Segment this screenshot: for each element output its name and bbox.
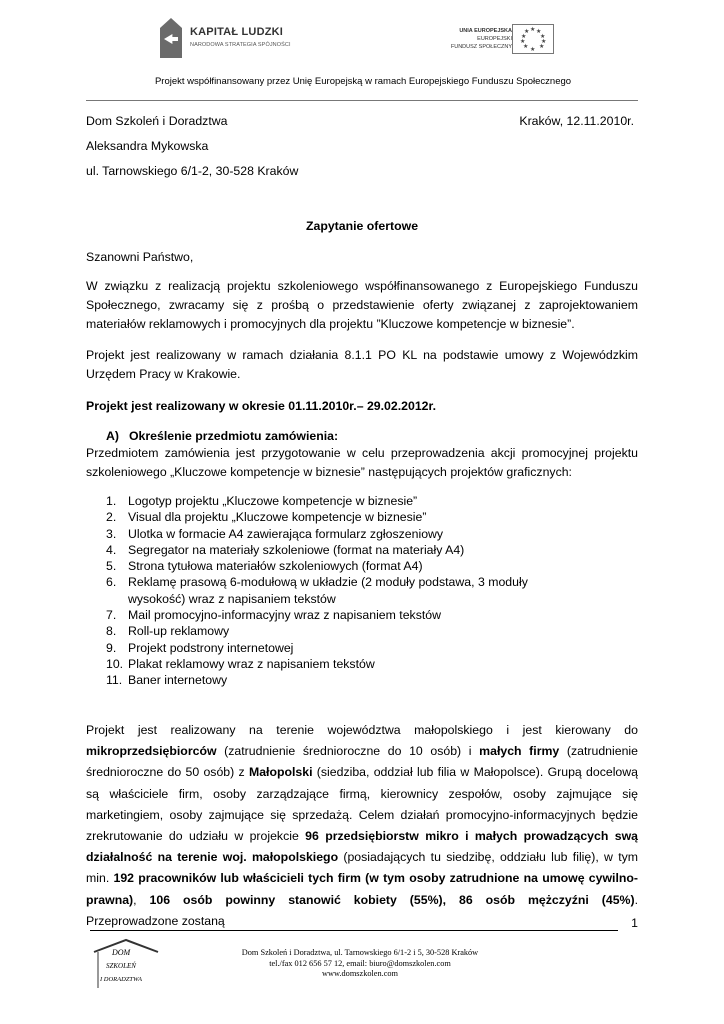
footer-website: www.domszkolen.com [322,969,398,978]
project-period: Projekt jest realizowany w okresie 01.11.2010r.– 29.02.2012r. [86,399,437,413]
list-item: 11. Baner internetowy [106,673,228,688]
footer-address: Dom Szkoleń i Doradztwa, ul. Tarnowskiego 6/1-2 i 5, 30-528 Kraków [241,948,479,957]
salutation: Szanowni Państwo, [86,250,194,264]
list-item: 2. Visual dla projektu „Kluczowe kompetencje w biznesie” [106,510,427,525]
document-title: Zapytanie ofertowe [305,219,419,233]
place-date: Kraków, 12.11.2010r. [519,114,634,128]
list-item: 7. Mail promocyjno-informacyjny wraz z napisaniem tekstów [106,608,441,623]
section-a-marker: A) [106,429,119,443]
sender-org: Dom Szkoleń i Doradztwa [86,114,228,128]
list-item: 3. Ulotka w formacie A4 zawierająca formularz zgłoszeniowy [106,526,444,541]
footer-contact [180,948,540,980]
eu-logo [430,24,560,56]
paragraph-intro: W związku z realizacją projektu szkoleniowego współfinansowanego z Europejskiego Funduszu Społecznego, zwracamy się z prośbą o przedstawienie oferty związanej z zaprojektowaniem materiałów reklamowych i promocyjnych dla projektu ”Kluczowe kompetencje w biznesie”. [86,279,638,331]
logo-line-3: I DORADZTWA [100,976,142,983]
kapital-ludzki-emblem-icon [160,18,182,58]
list-item: 1. Logotyp projektu „Kluczowe kompetencje w biznesie” [106,494,418,508]
footer-divider [90,930,618,931]
list-item: 5. Strona tytułowa materiałów szkoleniowych (format A4) [106,559,423,574]
kapital-ludzki-subtitle: NARODOWA STRATEGIA SPÓJNOŚCI [190,42,291,48]
paragraph-program: Projekt jest realizowany w ramach działania 8.1.1 PO KL na podstawie umowy z Wojewódzkim Urzędem Pracy w Krakowie. [86,348,638,381]
section-a-title: Określenie przedmiotu zamówienia: [128,429,339,443]
header-divider [86,100,638,101]
logo-line-2: SZKOLEŃ [106,962,136,970]
footer-phone-email: tel./fax 012 656 57 12, email: biuro@domszkolen.com [269,958,451,968]
sender-address: ul. Tarnowskiego 6/1-2, 30-528 Kraków [86,164,299,178]
list-item: 9. Projekt podstrony internetowej [106,640,294,655]
logo-line-1: DOM [112,948,131,957]
cofinancing-note: Projekt współfinansowany przez Unię Europejską w ramach Europejskiego Funduszu Społecznego [154,76,572,87]
eu-line-1: UNIA EUROPEJSKA [459,28,512,34]
sender-person: Aleksandra Mykowska [86,139,209,153]
list-item: 4. Segregator na materiały szkoleniowe (format na materiały A4) [106,542,465,557]
deliverables-list [106,493,626,689]
paragraph-target-group: Projekt jest realizowany na terenie województwa małopolskiego i jest kierowany do mikroprzedsiębiorców (zatrudnienie średnioroczne do 10 osób) i małych firmy (zatrudnienie średnioroczne do 50 osób) z Małopolski (siedziba, oddział lub filia w Małopolsce). Grupą docelową są właściciele firm, osoby zarządzające firmą, kierownicy zespołów, osoby zajmujące się marketingiem, osoby zajmujące się sprzedażą. Celem działań promocyjno-informacyjnych będzie zrekrutowanie do udziału w projekcie 96 przedsiębiorstw mikro i małych prowadzących swą działalność na terenie woj. małopolskiego (posiadających tu siedzibę, oddziału lub filię), w tym min. 192 pracowników lub właścicieli tych firm (w tym osoby zatrudnione na umowę cywilno-prawna), 106 osób powinny stanowić kobiety (55%), 86 osób mężczyźni (45%). Przeprowadzone zostaną [86,723,639,928]
list-item: 8. Roll-up reklamowy [106,624,230,639]
page-number: 1 [631,916,638,930]
kapital-ludzki-title: KAPITAŁ LUDZKI [190,26,284,38]
list-item: 10. Plakat reklamowy wraz z napisaniem tekstów [106,656,375,671]
eu-line-2: EUROPEJSKI [477,36,512,42]
kapital-ludzki-logo [160,18,320,60]
list-item: 6. Reklamę prasową 6-modułową w układzie (2 moduły podstawa, 3 moduły wysokość) wraz z napisaniem tekstów [106,575,528,606]
eu-flag-icon: ★ ★ ★ ★ ★ ★ ★ ★ ★ ★ [512,24,554,54]
dom-szkolen-logo [92,938,162,990]
section-a-intro: Przedmiotem zamówienia jest przygotowanie w celu przeprowadzenia akcji promocyjnej projektu szkoleniowego „Kluczowe kompetencje w biznesie” następujących projektów graficznych: [86,446,638,479]
eu-line-3: FUNDUSZ SPOŁECZNY [450,44,512,50]
